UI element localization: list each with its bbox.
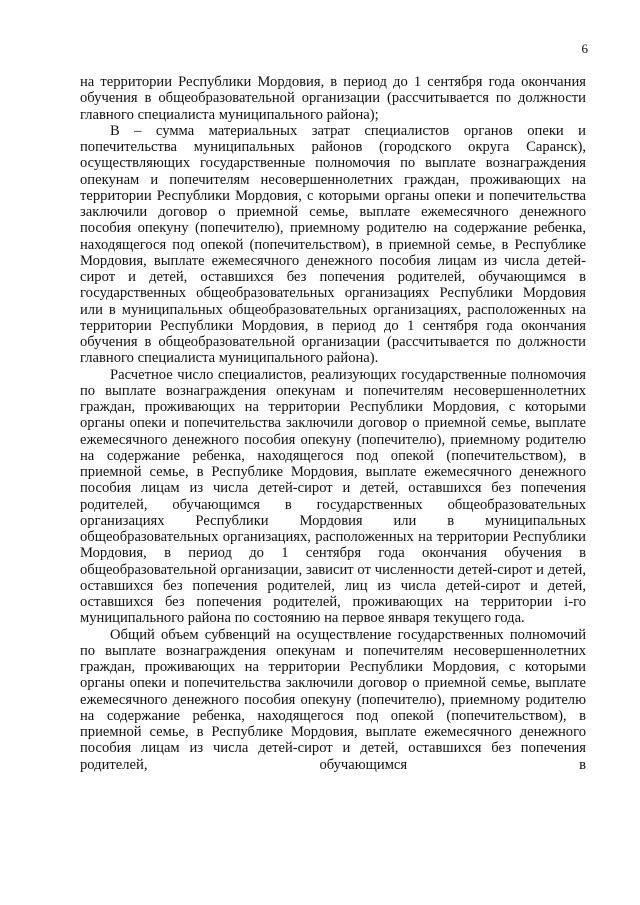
paragraph-subvention-total: Общий объем субвенций на осуществление государственных полномочий по выплате вознаграждения опекунам и попечителям несовершеннолетних граждан, проживающих на территории Республики Мордовия, с которыми органы опеки и попечительства заключили договор о приемной семье, выплате ежемесячного денежного пособия опекуну (попечителю), приемному родителю на содержание ребенка, находящегося под опекой (попечительством), в приемной семье, в Республике Мордовия, выплате ежемесячного денежного пособия лицам из числа детей-сирот и детей, оставшихся без попечения родителей, обучающимся в — [80, 626, 586, 773]
paragraph-specialist-count: Расчетное число специалистов, реализующих государственные полномочия по выплате вознаграждения опекунам и попечителям несовершеннолетних граждан, проживающих на территории Республики Мордовия, с которыми органы опеки и попечительства заключили договор о приемной семье, выплате ежемесячного денежного пособия опекуну (попечителю), приемному родителю на содержание ребенка, находящегося под опекой (попечительством), в приемной семье, в Республике Мордовия, выплате ежемесячного денежного пособия лицам из числа детей-сирот и детей, оставшихся без попечения родителей, обучающимся в государственных общеобразовательных организациях Республики Мордовия или в муниципальных общеобразовательных организациях, расположенных на территории Республики Мордовия, в период до 1 сентября года окончания обучения в общеобразовательной организации, зависит от численности детей-сирот и детей, оставшихся без попечения родителей, лиц из числа детей-сирот и детей, оставшихся без попечения родителей, проживающих на территории i-го муниципального района по состоянию на первое января текущего года. — [80, 366, 586, 627]
paragraph-continuation: на территории Республики Мордовия, в период до 1 сентября года окончания обучения в общеобразовательной организации (рассчитывается по должности главного специалиста муниципального района); — [80, 74, 586, 123]
page-number: 6 — [581, 41, 588, 56]
paragraph-b-definition: В – сумма материальных затрат специалистов органов опеки и попечительства муниципальных районов (городского округа Саранск), осуществляющих государственные полномочия по выплате вознаграждения опекунам и попечителям несовершеннолетних граждан, проживающих на территории Республики Мордовия, с которыми органы опеки и попечительства заключили договор о приемной семье, выплате ежемесячного денежного пособия опекуну (попечителю), приемному родителю на содержание ребенка, находящегося под опекой (попечительством), в приемной семье, в Республике Мордовия, выплате ежемесячного денежного пособия лицам из числа детей-сирот и детей, оставшихся без попечения родителей, обучающимся в государственных общеобразовательных организациях Республики Мордовия или в муниципальных общеобразовательных организациях, расположенных на территории Республики Мордовия, в период до 1 сентября года окончания обучения в общеобразовательной организации (рассчитывается по должности главного специалиста муниципального района). — [80, 122, 586, 367]
document-body — [80, 74, 586, 773]
